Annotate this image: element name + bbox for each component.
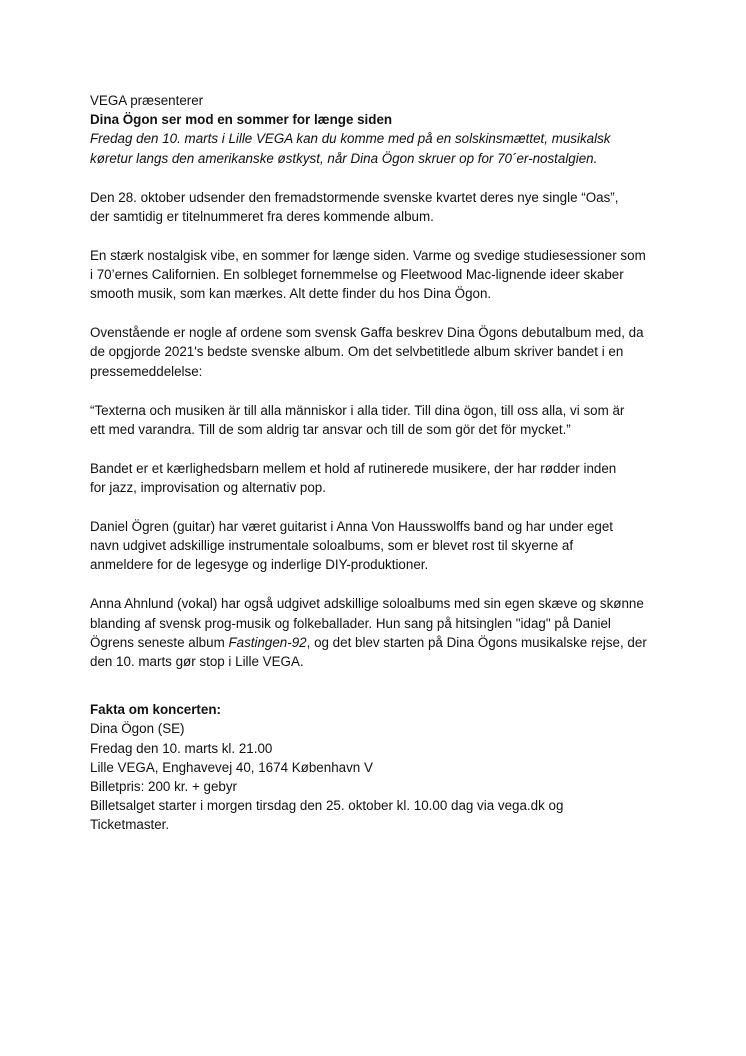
fact-price: Billetpris: 200 kr. + gebyr — [90, 779, 237, 795]
facts-section — [90, 700, 670, 834]
quote-line: ett med varandra. Till de som aldrig tar ansvar och till de som gör det för mycket.” — [90, 421, 571, 437]
header-block — [90, 91, 670, 168]
facts-heading: Fakta om koncerten: — [90, 702, 221, 718]
paragraph-line: navn udgivet adskillige instrumentale soloalbums, som er blevet rost til skyerne af — [90, 538, 574, 554]
paragraph-line: smooth musik, som kan mærkes. Alt dette finder du hos Dina Ögon. — [90, 286, 492, 302]
lead-line-1: Fredag den 10. marts i Lille VEGA kan du komme med på en solskinsmættet, musikalsk — [90, 131, 611, 147]
paragraph-nostalgic-vibe — [90, 246, 670, 304]
headline: Dina Ögon ser mod en sommer for længe siden — [90, 112, 393, 128]
press-release — [90, 91, 670, 835]
quote-line: “Texterna och musiken är till alla människor i alla tider. Till dina ögon, till oss alla, vi som är — [90, 402, 625, 418]
paragraph-quote — [90, 401, 670, 439]
lead-line-2: køretur langs den amerikanske østkyst, når Dina Ögon skruer op for 70´er-nostalgien. — [90, 150, 598, 166]
paragraph-line: En stærk nostalgisk vibe, en sommer for længe siden. Varme og svedige studiesessioner som — [90, 247, 646, 263]
fact-venue: Lille VEGA, Enghavevej 40, 1674 København V — [90, 759, 373, 775]
paragraph-line: pressemeddelelse: — [90, 363, 203, 379]
paragraph-line: Ovenstående er nogle af ordene som svensk Gaffa beskrev Dina Ögons debutalbum med, da — [90, 325, 644, 341]
fact-artist: Dina Ögon (SE) — [90, 721, 185, 737]
paragraph-line — [90, 633, 670, 652]
paragraph-line: Anna Ahnlund (vokal) har også udgivet adskillige soloalbums med sin egen skæve og skønne — [90, 596, 644, 612]
paragraph-line: Daniel Ögren (guitar) har været guitarist i Anna Von Hausswolffs band og har under eget — [90, 519, 614, 535]
text-segment: Ögrens seneste album — [90, 634, 229, 650]
paragraph-line: anmeldere for de legesyge og inderlige DIY-produktioner. — [90, 557, 429, 573]
paragraph-line: for jazz, improvisation og alternativ pop. — [90, 480, 326, 496]
paragraph-single-release — [90, 188, 670, 226]
paragraph-line: der samtidig er titelnummeret fra deres kommende album. — [90, 208, 434, 224]
paragraph-gaffa — [90, 323, 670, 381]
paragraph-line: de opgjorde 2021's bedste svenske album. Om det selvbetitlede album skriver bandet i en — [90, 344, 624, 360]
paragraph-anna-ahnlund — [90, 594, 670, 671]
paragraph-line: blanding af svensk prog-musik og folkeballader. Hun sang på hitsinglen "idag" på Daniel — [90, 615, 611, 631]
paragraph-line: i 70’ernes Californien. En solbleget fornemmelse og Fleetwood Mac-lignende ideer skaber — [90, 267, 624, 283]
fact-sales-line-2: Ticketmaster. — [90, 817, 170, 833]
album-title: Fastingen-92 — [228, 634, 307, 650]
presenter-line: VEGA præsenterer — [90, 93, 204, 108]
paragraph-line: den 10. marts gør stop i Lille VEGA. — [90, 654, 304, 670]
text-segment: , og det blev starten på Dina Ögons musikalske rejse, der — [306, 634, 647, 650]
fact-date: Fredag den 10. marts kl. 21.00 — [90, 740, 273, 756]
paragraph-line: Bandet er et kærlighedsbarn mellem et hold af rutinerede musikere, der har rødder inden — [90, 460, 617, 476]
paragraph-daniel-ogren — [90, 517, 670, 575]
paragraph-line: Den 28. oktober udsender den fremadstormende svenske kvartet deres nye single “Oas”, — [90, 189, 619, 205]
paragraph-band — [90, 459, 670, 497]
fact-sales-line-1: Billetsalget starter i morgen tirsdag den 25. oktober kl. 10.00 dag via vega.dk og — [90, 798, 564, 814]
